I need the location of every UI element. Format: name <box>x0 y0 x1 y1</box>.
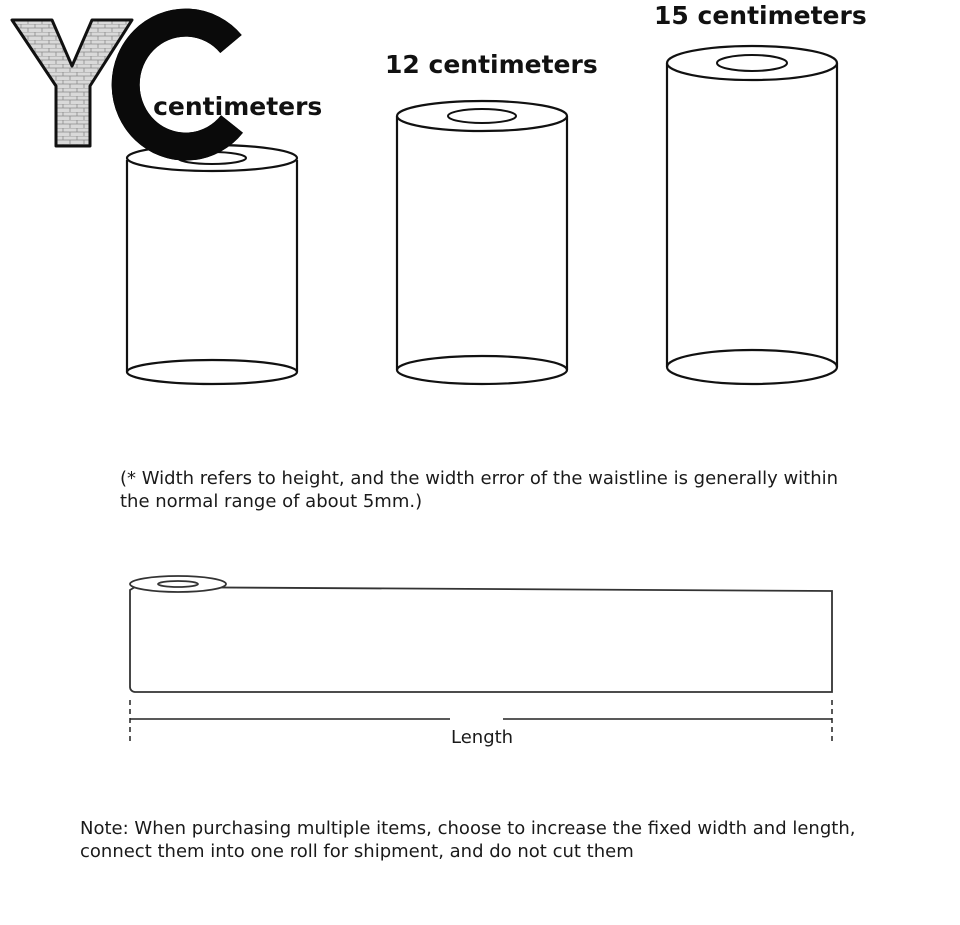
width-note <box>120 467 880 513</box>
yc-logo <box>12 20 232 147</box>
roll-12cm <box>397 101 567 384</box>
purchase-note <box>80 817 940 863</box>
roll-12cm-label: 12 centimeters <box>385 50 598 79</box>
roll-15cm <box>667 46 837 384</box>
roll-15cm-label: 15 centimeters <box>654 1 867 30</box>
roll-9cm-label: 9 centimeters <box>127 92 323 121</box>
unrolled-strip <box>130 576 832 692</box>
roll-9cm <box>127 145 297 384</box>
width-note-line2: the normal range of about 5mm.) <box>120 491 423 512</box>
purchase-note-line1: Note: When purchasing multiple items, choose to increase the fixed width and length, <box>80 818 856 839</box>
width-note-line1: (* Width refers to height, and the width error of the waistline is generally within <box>120 468 839 489</box>
purchase-note-line2: connect them into one roll for shipment, and do not cut them <box>80 841 634 862</box>
length-label: Length <box>451 727 514 748</box>
